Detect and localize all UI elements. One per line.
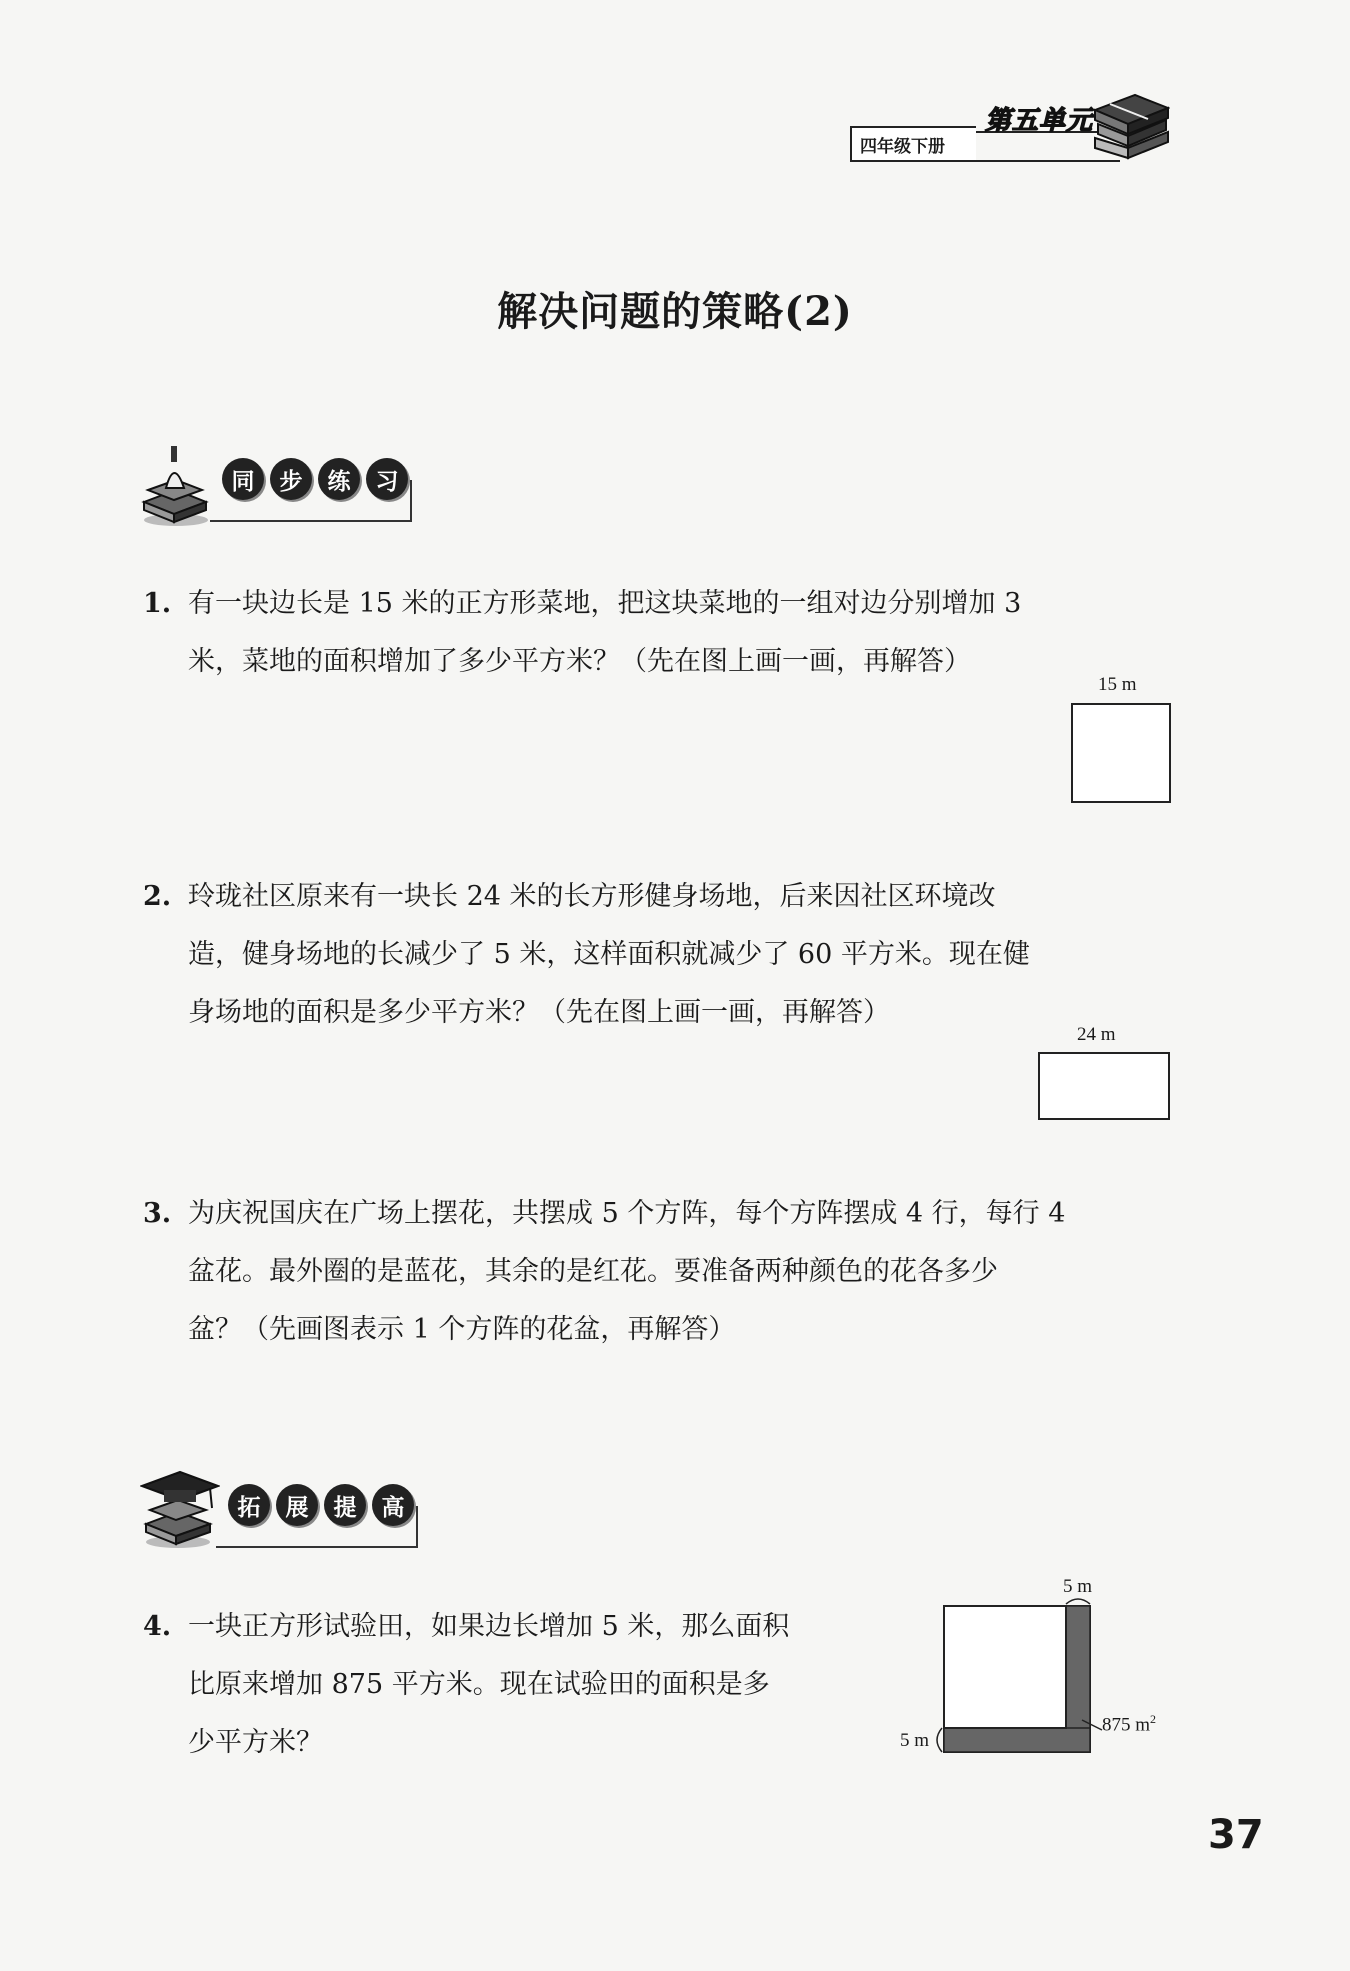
problem-text-line: 玲珑社区原来有一块长 24 米的长方形健身场地，后来因社区环境改 xyxy=(188,881,996,912)
figure-2-label: 24 m xyxy=(1077,1024,1116,1045)
figure-2-rectangle xyxy=(1038,1052,1170,1120)
problem-number: 3. xyxy=(143,1198,172,1229)
page-number: 37 xyxy=(1208,1812,1264,1858)
problem-number: 1. xyxy=(143,588,172,619)
section-char: 习 xyxy=(366,458,408,500)
problem-text-line: 米，菜地的面积增加了多少平方米？（先在图上画一画，再解答） xyxy=(188,646,971,677)
problem-4 xyxy=(143,1598,903,1778)
figure-4-left-label: 5 m xyxy=(900,1730,930,1751)
section-char: 展 xyxy=(276,1484,318,1526)
area-value: 875 m xyxy=(1102,1714,1151,1736)
section-char: 高 xyxy=(372,1484,414,1526)
problem-text-line: 身场地的面积是多少平方米？（先在图上画一画，再解答） xyxy=(188,997,890,1028)
section-char: 练 xyxy=(318,458,360,500)
problem-text-line: 比原来增加 875 平方米。现在试验田的面积是多 xyxy=(188,1669,770,1700)
unit-title: 第五单元 xyxy=(985,106,1094,136)
book-stack-icon xyxy=(1090,90,1170,165)
problem-1 xyxy=(143,575,1173,705)
page-title: 解决问题的策略(2) xyxy=(497,288,853,335)
figure-1-square xyxy=(1071,703,1171,803)
problem-number: 4. xyxy=(143,1611,172,1642)
section-char: 提 xyxy=(324,1484,366,1526)
problem-number: 2. xyxy=(143,881,172,912)
problem-text-line: 一块正方形试验田，如果边长增加 5 米，那么面积 xyxy=(188,1611,790,1642)
problem-text-line: 盆？（先画图表示 1 个方阵的花盆，再解答） xyxy=(188,1314,736,1345)
grade-label: 四年级下册 xyxy=(850,126,976,162)
problem-text-line: 少平方米？ xyxy=(188,1727,323,1758)
problem-text-line: 为庆祝国庆在广场上摆花，共摆成 5 个方阵，每个方阵摆成 4 行，每行 4 xyxy=(188,1198,1066,1229)
problem-text-line: 有一块边长是 15 米的正方形菜地，把这块菜地的一组对边分别增加 3 xyxy=(188,588,1022,619)
section-char: 拓 xyxy=(228,1484,270,1526)
section-banner-practice xyxy=(140,440,420,530)
section-char: 步 xyxy=(270,458,312,500)
problem-text-line: 盆花。最外圈的是蓝花，其余的是红花。要准备两种颜色的花各多少 xyxy=(188,1256,998,1287)
problem-text-line: 造，健身场地的长减少了 5 米，这样面积就减少了 60 平方米。现在健 xyxy=(188,939,1030,970)
figure-1-label: 15 m xyxy=(1098,674,1137,695)
section-banner-extension xyxy=(140,1460,420,1550)
figure-4-top-label: 5 m xyxy=(1063,1576,1093,1597)
problem-3 xyxy=(143,1185,1173,1365)
graduation-cap-books-icon xyxy=(140,1460,220,1550)
header-rule-bottom xyxy=(850,160,1120,162)
figure-4-area-label xyxy=(1102,1712,1156,1736)
area-exponent: 2 xyxy=(1150,1712,1157,1726)
problem-2 xyxy=(143,868,1173,1048)
section-char: 同 xyxy=(222,458,264,500)
lamp-books-icon xyxy=(140,440,210,530)
